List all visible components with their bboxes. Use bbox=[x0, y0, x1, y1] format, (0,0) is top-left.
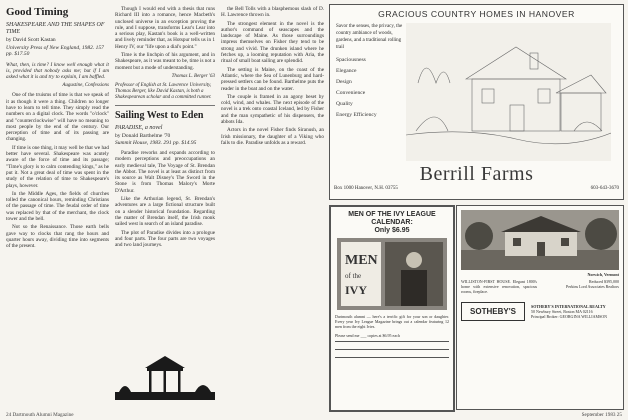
paragraph: Though I would end with a thesis that runs Richard III into a romance, hence Macbeth's unclosed universe in an exception proving the rule, and I suppose, transforms Lear's Lear into a serious play, Kastan's book is a well-written and lively reminder that, as Hotspur tells us in 1 Henry IV, our "life upon a dial's point." bbox=[115, 6, 215, 50]
epigraph-source: Augustine, Confessions bbox=[62, 83, 109, 89]
order-field-line[interactable] bbox=[335, 341, 449, 343]
sothebys-logo: SOTHEBY'S bbox=[461, 302, 525, 321]
left-article bbox=[6, 6, 109, 414]
feature-item: Elegance bbox=[336, 68, 357, 74]
reviewer-note: Professor of English at St. Lawrence University, Thomas Berger, like David Kastan, is both a Shakespearean scholar and a committed runner. bbox=[115, 82, 212, 100]
ad-blurb: Dartmouth alumni — here's a terrific gift for your son or daughter. Every year Ivy League Magazine brings out a calendar featuring 12 men from the eight Ivies. bbox=[335, 314, 449, 329]
property-location: Norwich, Vermont bbox=[587, 272, 619, 277]
article-heading: Sailing West to Eden bbox=[115, 109, 204, 121]
gazebo-illustration bbox=[115, 354, 215, 400]
reviewer-signature: Thomas L. Berger '63 bbox=[171, 73, 215, 79]
sothebys-principal: Principal Broker: GEORGINA WILLIAMSON bbox=[531, 314, 608, 319]
paragraph: Not so the Renaissance. Those earth bells gave way to clocks that rang the hours and quarter hours away, dividing time into segments of the present. bbox=[6, 224, 109, 250]
paragraph: the Bell Tolls with a blasphemous slash of D. H. Lawrence thrown in. bbox=[221, 6, 324, 19]
book-author: by Donald Barthelme '70 bbox=[115, 132, 171, 139]
svg-text:MEN: MEN bbox=[345, 253, 378, 268]
sothebys-contact: 50 Newbury Street, Boston MA 02116 bbox=[531, 309, 593, 314]
epigraph: What, then, is time? I know well enough what it is, provided that nobody asks me; but if I am asked what it is and try to explain, I am baffled. bbox=[6, 61, 109, 81]
article-body bbox=[115, 6, 215, 71]
article-body bbox=[115, 150, 215, 248]
ad-intro: Savor the senses, the privacy, the country ambiance of woods, gardens, and a traditional rolling trail bbox=[336, 24, 403, 50]
page-footer-right: September 1983 25 bbox=[581, 412, 622, 418]
sothebys-ad[interactable] bbox=[456, 205, 624, 410]
property-description: WILLISTON-FIRST HOUSE. Elegant 1800's home with extensive renovation, spacious rooms, fireplace. bbox=[461, 279, 537, 294]
brand-name: Berrill Farms bbox=[419, 163, 534, 185]
paragraph: Like the Arthurian legend, St. Brendan's adventures are a large fictional structure built on a slender historical foundation. Regarding the matter of Brendan itself, the Irish monk sailed west in search of an island paradise. bbox=[115, 196, 215, 228]
third-column bbox=[221, 6, 324, 414]
paragraph: Paradise reworks and expands according to modern perceptions and preoccupations an early medieval tale, The Voyage of St. Brendan the Abbot. The novel is at least as distinct from its source as Walt Disney's The Sword in the Stone is from Thomas Malory's Morte D'Arthur. bbox=[115, 149, 215, 194]
middle-column bbox=[115, 6, 215, 414]
paragraph: The strongest element in the novel is the author's command of seascapes and the landscape of Maine. As those surroundings impress themselves on Fisher they tend to be strong and vivid. The drunken island where he fetches up, a looming reputation with Aria, the ritual of small boat sailing are splendid. bbox=[221, 20, 324, 65]
book-title: PARADISE, a novel bbox=[115, 124, 163, 131]
paragraph: Actors in the novel Fisher finds Siranush, an Irish missionary, the daughter of a Viking who fails to die. Paradise unfolds as a reward. bbox=[221, 127, 324, 146]
property-price: Reduced $395,000 bbox=[589, 279, 619, 284]
order-line: Please send me ___ copies at $6.95 each bbox=[335, 333, 400, 338]
gracious-homes-ad[interactable] bbox=[329, 4, 624, 200]
paragraph: If time is one thing, it may well be that we had better have several. Shakespeare was acutely aware of the force of time and its passage; "Time's glory is to calm contending kings," as he put it. Not a great deal of time was spent in the study of the relation of time to Shakespeare's plays, however. bbox=[6, 144, 109, 189]
agent-name: Perkins Lord Associates Realtors bbox=[566, 284, 619, 289]
paragraph: Time is the linchpin of his argument, and in Shakespeare, as it was meant to be, time is not a moment but a mode of understanding. bbox=[115, 52, 215, 71]
calendar-cover-image bbox=[337, 238, 447, 310]
feature-item: Design bbox=[336, 79, 352, 85]
ad-price: Only $6.95 bbox=[374, 227, 410, 234]
calendar-ad[interactable] bbox=[329, 205, 455, 412]
paragraph: The setting is Maine, on the coast of the Atlantic, where the Sea of Lunenburg and hard-pressed settlers can be found. Barthelme puts the reader in the boat and on the water. bbox=[221, 66, 324, 92]
page-footer-left: 24 Dartmouth Alumni Magazine bbox=[6, 412, 74, 418]
brand-phone: 603-643-3670 bbox=[590, 186, 619, 191]
paragraph: The plot of Paradise divides into a prologue and four parts. The four parts are two voyages and two land journeys. bbox=[115, 229, 215, 249]
property-photo bbox=[461, 210, 619, 270]
book-publisher: University Press of New England, 1982. 157 pp. $17.50 bbox=[6, 44, 104, 57]
paragraph: One of the truisms of time is that we speak of it as though it were a thing. Children no longer have to learn to tell time. They simply read the numbers on a digital clock. The words "o'clock" and "counterclockwise" will have no meaning to most people by the end of the century. Our perception of time and of its passing are changing. bbox=[6, 92, 109, 143]
house-illustration bbox=[406, 23, 611, 161]
book-author: by David Scott Kastan bbox=[6, 37, 56, 43]
brand-address: Box 1000 Hanover, N.H. 03755 bbox=[334, 186, 398, 191]
svg-text:IVY: IVY bbox=[345, 283, 368, 297]
feature-item: Convenience bbox=[336, 90, 366, 96]
article-heading: Good Timing bbox=[6, 6, 69, 18]
feature-item: Spaciousness bbox=[336, 57, 366, 63]
paragraph: The couple is framed in an agony beset by cold, wind, and whales. The next episode of the novel is a trek onto coastal Iceland, led by Fisher and the man sympathetic of his dispensers, the abbots Ida. bbox=[221, 93, 324, 126]
feature-item: Quality bbox=[336, 101, 353, 107]
feature-item: Energy Efficiency bbox=[336, 112, 377, 118]
article-body bbox=[6, 92, 109, 249]
ad-title: MEN OF THE IVY LEAGUE CALENDAR: bbox=[348, 211, 436, 226]
sothebys-tagline: SOTHEBY'S INTERNATIONAL REALTY bbox=[531, 304, 606, 309]
article-body bbox=[221, 6, 324, 146]
svg-text:of the: of the bbox=[345, 272, 362, 280]
divider bbox=[115, 105, 215, 106]
book-publisher: Summit House, 1983. 291 pp. $14.95 bbox=[115, 140, 197, 147]
ad-title: GRACIOUS COUNTRY HOMES IN HANOVER bbox=[378, 9, 575, 19]
order-field-line[interactable] bbox=[335, 349, 449, 351]
order-field-line[interactable] bbox=[335, 357, 449, 359]
paragraph: In the Middle Ages, the fields of churches tolled the canonical hours, reminding Christians of the passage of time. The feudal order of time was replaced by that of the merchant, the clock tower and the bell. bbox=[6, 190, 109, 223]
book-title: SHAKESPEARE AND THE SHAPES OF TIME bbox=[6, 22, 105, 35]
